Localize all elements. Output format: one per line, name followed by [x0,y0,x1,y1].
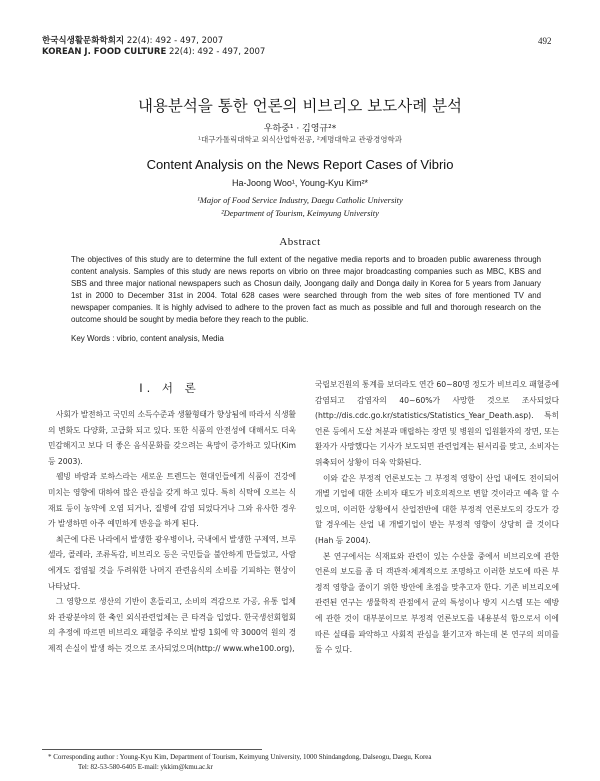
journal-name-en: KOREAN J. FOOD CULTURE [42,47,167,57]
keywords-list: vibrio, content analysis, Media [116,334,224,343]
affiliations-korean: ¹대구가톨릭대학교 외식산업학전공, ²계명대학교 관광경영학과 [198,135,402,144]
paragraph: 최근에 다른 나라에서 발생한 광우병이나, 국내에서 발생한 구제역, 브루셀라, 콜레라, 조류독감, 비브리오 등은 국민들을 불안하게 만들었고, 사람에게도 접염될 것을 두려워한 나머지 관련음식의 소비를 기피하는 현상이 나타났다. [48,534,296,591]
footnote-contact: Tel: 82-53-580-6405 E-mail: ykkim@kmu.ac.kr [78,763,213,771]
abstract-heading: Abstract [279,236,321,248]
paragraph: 이와 같은 부정적 언론보도는 그 부정적 영향이 산업 내에도 전이되어 개별 기업에 대한 소비자 태도가 비호의적으로 변할 것이라고 예측 할 수 있으며, 이러한 상황에서 산업전반에 대한 부정적 언론보도의 강도가 강할 경우에는 산업 내 개별기업이 받는 부정적 영향이 상당히 클 것이다(Hah 등 2004). [315,473,559,545]
affiliation-english-1: ¹Major of Food Service Industry, Daegu Catholic University [197,195,403,205]
page-number: 492 [538,36,552,46]
paragraph: 국립보건원의 통계를 보더라도 연간 60~80명 정도가 비브리오 패혈증에 감염되고 감염자의 40~60%가 사망한 것으로 조사되었다(http://dis.cdc.go.kr/statistics/Statistics_Year_Death.asp). 특히 언론 등에서 도살 처분과 매립하는 장면 및 병원의 입원환자의 장면, 또는 환자가 사망했다는 기사가 보도되면 관련업계는 된서리를 맞고, 소비자는 위축되어 상황이 더욱 악화된다. [315,380,559,467]
paragraph: 본 연구에서는 식재료와 관련이 있는 수산물 중에서 비브리오에 관한 언론의 보도를 좀 더 객관적·체계적으로 조명하고 이러한 보도에 따른 부정적 영향을 줄이기 위한 방안에 초점을 맞추고자 한다. 기존 비브리오에 관련된 연구는 생물학적 관점에서 균의 특성이나 방지 시스템 또는 예방에 관한 것이 대부분이므로 부정적 언론보도를 내용분석 함으로서 이에 따른 실태를 파악하고 사회적 관심을 환기고자 하는데 본 연구의 의미를 둘 수 있다. [315,551,559,655]
title-korean: 내용분석을 통한 언론의 비브리오 보도사례 분석 [137,97,463,115]
keywords-label: Key Words : [71,334,115,343]
journal-ref-en: 22(4): 492 - 497, 2007 [168,47,266,57]
paragraph: 그 영향으로 생산의 기반이 흔들리고, 소비의 격감으로 가공, 유통 업체와 관광분야의 한 축인 외식관련업체는 큰 타격을 입었다. 한국생선회협회의 추정에 따르면 비브리오 패혈증 주의보 발령 1회에 약 3000억 원의 경제적 손실이 발생 하는 것으로 조사되었으며(http:// www.whe100.org), [48,597,296,653]
authors-korean: 우하중¹ · 김영규²* [263,124,337,134]
affiliation-english-2: ²Department of Tourism, Keimyung University [221,208,379,218]
abstract-body: The objectives of this study are to determine the full extent of the negative media reports and to broaden public awareness through content analysis. Samples of this study are news reports on vibrio on three major broadcasting companies such as MBC, KBS and SBS and three major national newspapers such as Chosun daily, Joongang daily and Donga daily in Korea for 5 years from January 1st in 2000 to December 31st in 2004. Total 628 cases were searched through from the web sites of fore mentioned TV and newspaper companies. It is highly advised to adhere to the proven fact as much as possible and full and thorough research on the outcome should be sought by media before they reach to the public. [71,255,541,324]
title-english: Content Analysis on the News Report Cases of Vibrio [146,157,454,172]
footnote-divider [42,749,262,750]
paragraph: 사회가 발전하고 국민의 소득수준과 생활형태가 향상됨에 따라서 식생활의 변화도 다양화, 고급화 되고 있다. 또한 식품의 안전성에 대해서도 더욱 민감해지고 보다 더 좋은 음식문화를 갖으려는 욕망이 증가하고 있다(Kim 등 2003). [48,410,296,466]
right-column [315,377,559,658]
left-column [48,407,296,657]
footnote-author: * Corresponding author : Young-Kyu Kim, Department of Tourism, Keimyung University, 1000 Shindangdong, Dalseogu, Daegu, Korea [48,753,432,761]
journal-header [42,36,265,58]
journal-name-ko: 한국식생활문화학회지 [42,36,125,46]
journal-ref-ko: 22(4): 492 - 497, 2007 [126,36,224,46]
footnote [48,752,568,772]
section-title: I. 서 론 [139,381,200,395]
keywords [71,334,224,343]
paragraph: 웰빙 바람과 로하스라는 새로운 트렌드는 현대인들에게 식품이 건강에 미치는 영향에 대하여 많은 관심을 갖게 하고 있다. 특히 식탁에 오르는 식재료 등이 농약에 오염 되거나, 질병에 감염 되었다거나 그와 유사한 경우가 발생하면 아주 예민하게 반응을 하게 된다. [48,472,296,529]
authors-english: Ha-Joong Woo¹, Young-Kyu Kim²* [232,178,368,188]
